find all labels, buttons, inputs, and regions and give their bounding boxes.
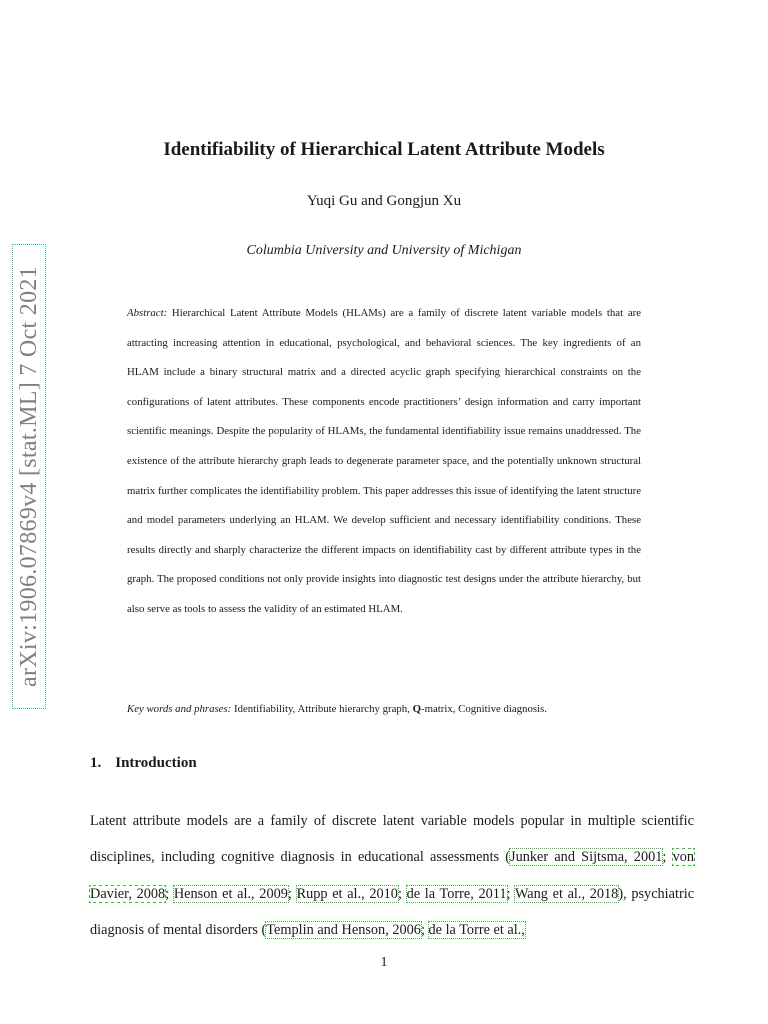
intro-text: ; [506,885,515,902]
intro-text: ; [165,885,174,902]
abstract-text: Hierarchical Latent Attribute Models (HLAMs) are a family of discrete latent variable models that are attracting increasing attention in educational, psychological, and behavioral sciences. The key ingredients of an HLAM include a binary structural matrix and a directed acyclic graph specifying hierarchical constraints on the configurations of latent attributes. These components encode practitioners’ design information and carry important scientific meanings. Despite the popularity of HLAMs, the fundamental identifiability issue remains unaddressed. The existence of the attribute hierarchy graph leads to degenerate parameter space, and the potentially unknown structural matrix further complicates the identifiability problem. This paper addresses this issue of identifying the latent structure and model parameters underlying an HLAM. We develop sufficient and necessary identifiability conditions. These results directly and sharply characterize the different impacts on identifiability cast by different attribute types in the graph. The proposed conditions not only provide insights into diagnostic test designs under the attribute hierarchy, but also serve as tools to assess the validity of an estimated HLAM. [127,307,642,615]
citation-link[interactable]: von Davier, 2008 [90,849,695,902]
intro-text: ; [662,849,673,866]
abstract [127,299,641,625]
intro-text: Latent attribute models are a family of discrete latent variable models popular in multiple scientific disciplines, including cognitive diagnosis in educational assessments ( [90,813,694,866]
keywords-part2: -matrix, Cognitive diagnosis. [421,703,547,715]
citation-link[interactable]: Wang et al., 2018 [514,885,619,902]
section-title: Introduction [115,755,197,771]
section-number: 1. [90,755,102,771]
citation-link[interactable]: de la Torre, 2011 [406,885,507,902]
keywords-bold-q: Q [412,703,421,715]
paper-affiliation: Columbia University and University of Michigan [246,243,522,258]
citation-link[interactable]: Junker and Sijtsma, 2001 [510,849,663,866]
arxiv-identifier-text: arXiv:1906.07869v4 [stat.ML] 7 Oct 2021 [15,266,42,687]
citation-link[interactable]: Rupp et al., 2010 [296,885,398,902]
page-number: 1 [380,955,388,970]
introduction-paragraph [90,803,694,949]
intro-text: ), psychiatric diagnosis of mental disorders ( [90,885,695,939]
citation-link[interactable]: de la Torre et al., [428,922,525,939]
keywords-label: Key words and phrases: [127,703,232,715]
intro-text: ; [287,885,297,902]
arxiv-identifier-stamp[interactable] [12,244,46,709]
paper-title: Identifiability of Hierarchical Latent Attribute Models [163,139,605,160]
intro-text: ; [420,922,429,939]
keywords [127,699,687,719]
abstract-label: Abstract: [127,307,168,319]
intro-text: ; [397,885,407,902]
paper-authors: Yuqi Gu and Gongjun Xu [306,193,462,209]
citation-link[interactable]: Templin and Henson, 2006 [266,922,421,939]
keywords-part1: Identifiability, Attribute hierarchy graph, [233,703,410,715]
citation-link[interactable]: Henson et al., 2009 [173,885,288,902]
section-heading-introduction [90,755,197,772]
